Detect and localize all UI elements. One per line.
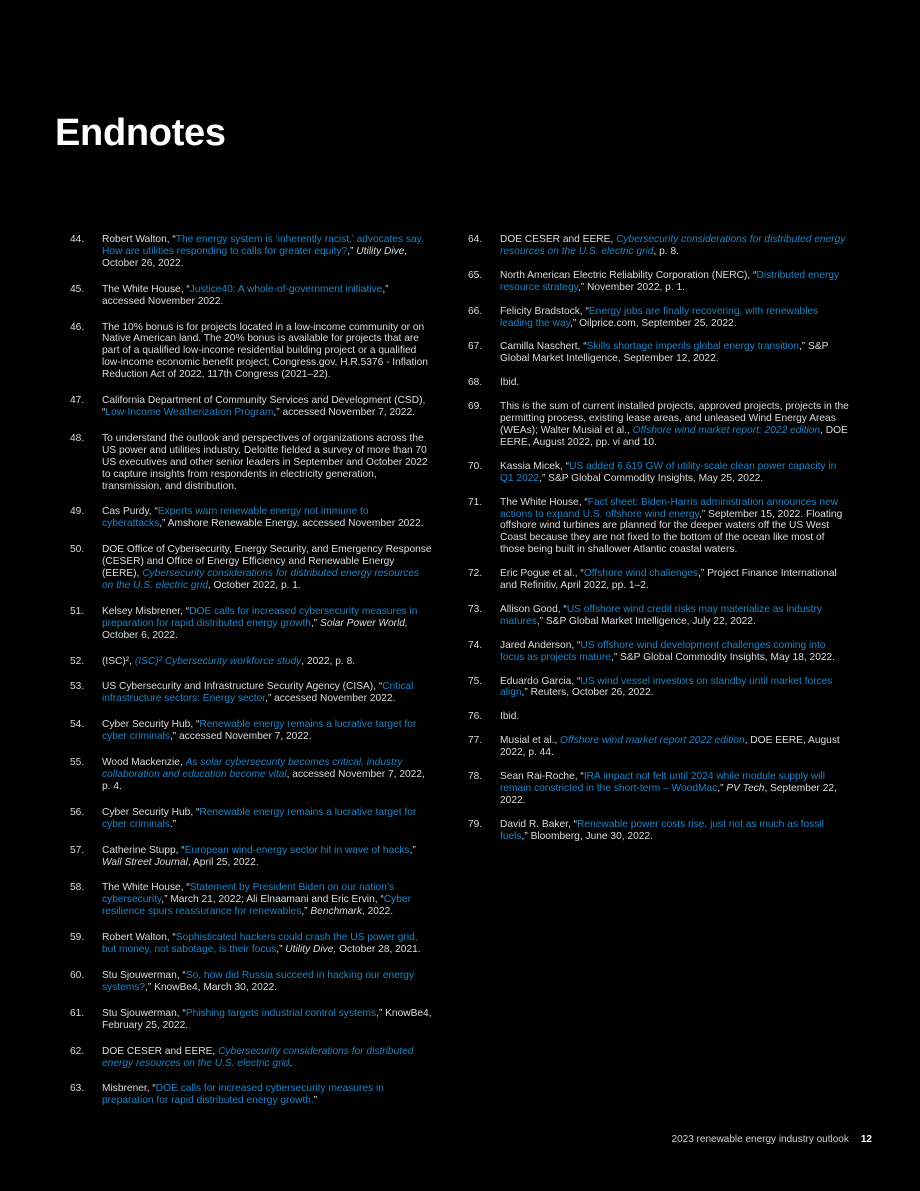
citation-text: ,” (409, 844, 416, 856)
endnote-number: 46. (70, 321, 85, 333)
endnote-item (70, 932, 432, 956)
citation-text: , October 2022, p. 1. (207, 579, 301, 591)
citation-text: DOE CESER and EERE, (500, 234, 617, 245)
page-number: 12 (860, 1134, 872, 1145)
endnote-text (500, 735, 850, 759)
citation-text: , April 25, 2022. (187, 856, 259, 868)
citation-text: Ibid. (500, 711, 520, 723)
citation-text: The White House, “ (102, 882, 190, 894)
endnote-item (468, 819, 850, 843)
page-title: Endnotes (55, 112, 226, 154)
endnote-number: 68. (468, 377, 483, 389)
citation-link[interactable]: Cybersecurity considerations for distributed energy resources on the U.S. electric grid (102, 568, 420, 591)
citation-text: PV Tech (726, 783, 765, 794)
citation-text: ,” Oilprice.com, September 25, 2022. (570, 317, 737, 329)
citation-link[interactable]: Critical infrastructure sectors: Energy sector (102, 681, 414, 705)
endnote-item (70, 433, 432, 493)
citation-link[interactable]: Renewable energy remains a lucrative target for cyber criminals (102, 806, 417, 830)
endnote-text (500, 497, 850, 557)
citation-text: ,” (717, 783, 727, 794)
citation-text: Kassia Micek, “ (500, 460, 570, 472)
endnote-text (102, 544, 432, 592)
endnote-number: 45. (70, 283, 85, 295)
citation-link[interactable]: Skills shortage imperils global energy transition (586, 341, 799, 353)
endnote-number: 44. (70, 234, 85, 245)
endnote-number: 51. (70, 605, 85, 617)
citation-link[interactable]: Offshore wind market report 2022 edition (560, 735, 745, 747)
endnote-item (468, 306, 850, 330)
citation-link[interactable]: Energy jobs are finally recovering, with renewables leading the way (500, 305, 819, 329)
citation-link[interactable]: US wind vessel investors on standby until market forces align (500, 675, 833, 699)
citation-text: DOE CESER and EERE, (102, 1045, 219, 1057)
endnote-text (102, 845, 432, 869)
citation-text: ,” S&P Global Market Intelligence, July 22, 2022. (536, 615, 756, 627)
citation-text: October 6, 2022. (102, 629, 178, 641)
endnote-item (70, 322, 432, 382)
endnote-number: 57. (70, 844, 85, 856)
endnote-text (102, 882, 432, 918)
endnote-text (102, 284, 432, 308)
endnote-number: 73. (468, 603, 483, 615)
citation-link[interactable]: European wind-energy sector hit in wave of hacks (184, 844, 410, 856)
citation-text: .” (169, 818, 177, 830)
endnote-item (468, 497, 850, 557)
citation-text: , accessed November 7, 2022, p. 4. (102, 769, 425, 792)
endnote-item (70, 719, 432, 743)
citation-text: Eric Pogue et al., “ (500, 568, 584, 580)
citation-text: Ibid. (500, 377, 520, 389)
endnote-item (468, 771, 850, 807)
citation-text: ,” KnowBe4, March 30, 2022. (145, 981, 277, 993)
endnote-number: 61. (70, 1007, 85, 1019)
citation-link[interactable]: Experts warn renewable energy not immune to cyberattacks (102, 506, 369, 530)
citation-text: Kelsey Misbrener, “ (102, 605, 190, 617)
citation-text: California Department of Community Services and Development (CSD), “ (102, 395, 426, 418)
endnote-item (70, 1008, 432, 1032)
citation-link[interactable]: Phishing targets industrial control systems (185, 1007, 377, 1019)
endnote-item (468, 640, 850, 664)
citation-text: ,” March 21, 2022; Ali Elnaamani and Eric Ervin, “ (161, 894, 384, 906)
citation-text: Benchmark (310, 906, 362, 918)
citation-text: ,” accessed November 7, 2022. (273, 406, 415, 418)
endnote-text (102, 433, 432, 493)
endnote-item (70, 284, 432, 308)
endnote-item (70, 845, 432, 869)
citation-text: Solar Power World, (320, 617, 408, 629)
citation-link[interactable]: The energy system is ‘inherently racist,’ advocates say. How are utilities responding to calls for greater equity? (102, 234, 424, 257)
citation-text: Allison Good, “ (500, 603, 567, 615)
citation-link[interactable]: Distributed energy resource strategy (500, 269, 840, 293)
endnote-number: 63. (70, 1083, 85, 1095)
citation-text: ,” S&P Global Commodity Insights, May 25, 2022. (539, 472, 764, 484)
citation-text: ,” KnowBe4, February 25, 2022. (102, 1007, 432, 1031)
citation-text: ,” Bloomberg, June 30, 2022. (521, 830, 653, 842)
endnote-item (468, 735, 850, 759)
citation-text: ,” September 15, 2022. Floating offshore wind turbines are planned for the deeper waters off the US West Coast because they are not fixed to the bottom of the ocean like most of those being built in shallower Atlantic coastal waters. (500, 508, 843, 556)
endnote-item (70, 882, 432, 918)
endnote-number: 56. (70, 806, 85, 818)
endnote-number: 78. (468, 771, 483, 783)
endnote-item (468, 270, 850, 294)
citation-text: Jared Anderson, “ (500, 639, 581, 651)
endnote-text (102, 970, 432, 994)
endnote-text (500, 401, 850, 449)
endnote-number: 59. (70, 932, 85, 944)
citation-text: ,” accessed November 2022. (102, 283, 389, 307)
endnote-text (102, 807, 432, 831)
endnote-item (468, 461, 850, 485)
endnote-text (102, 1083, 432, 1107)
endnote-item (468, 676, 850, 700)
citation-text: ,” Amshore Renewable Energy, accessed November 2022. (159, 518, 424, 530)
endnote-item (70, 544, 432, 592)
citation-text: ,” (310, 617, 321, 629)
endnote-number: 60. (70, 969, 85, 981)
endnote-item (70, 970, 432, 994)
endnote-number: 50. (70, 544, 85, 556)
citation-text: Stu Sjouwerman, “ (102, 969, 186, 981)
endnote-number: 69. (468, 401, 483, 413)
citation-link[interactable]: DOE calls for increased cybersecurity measures in preparation for rapid distributed energy growth. (102, 1083, 384, 1107)
endnote-number: 75. (468, 675, 483, 687)
citation-text: The White House, “ (500, 496, 588, 508)
endnote-item (70, 395, 432, 419)
citation-text: Catherine Stupp, “ (102, 844, 185, 856)
citation-text: ,” accessed November 2022. (265, 693, 396, 705)
endnote-text (500, 604, 850, 628)
endnote-item (468, 341, 850, 365)
endnote-number: 54. (70, 719, 85, 731)
endnote-text (102, 506, 432, 530)
endnote-number: 74. (468, 639, 483, 651)
endnote-text (500, 676, 850, 700)
citation-text: Sean Rai-Roche, “ (500, 771, 584, 783)
endnote-number: 48. (70, 432, 85, 444)
citation-text: , 2022. (361, 906, 394, 918)
endnote-number: 67. (468, 341, 483, 353)
citation-text: Utility Dive, (285, 944, 337, 956)
endnote-item (70, 681, 432, 705)
citation-text: Wood Mackenzie, (102, 757, 186, 769)
citation-link[interactable]: Cyber resilience spurs reassurance for renewables (102, 894, 411, 918)
citation-text: To understand the outlook and perspectives of organizations across the US power and utilities industry, Deloitte fielded a survey of more than 70 US executives and other senior leaders in September and October 2022 to capture insights from respondents in electricity generation, transmission, and distribution. (102, 432, 428, 492)
endnote-text (500, 270, 850, 294)
endnote-text (102, 395, 432, 419)
citation-text: David R. Baker, “ (500, 818, 577, 830)
citation-text: Camilla Naschert, “ (500, 341, 587, 353)
endnote-text (102, 656, 432, 668)
citation-text: Robert Walton, “ (102, 234, 176, 245)
endnote-number: 58. (70, 882, 85, 894)
citation-text: North American Electric Reliability Corporation (NERC), “ (500, 269, 757, 281)
endnote-item (468, 377, 850, 389)
citation-text: US Cybersecurity and Infrastructure Security Agency (CISA), “ (102, 681, 383, 693)
endnote-number: 72. (468, 568, 483, 580)
endnote-text (102, 681, 432, 705)
citation-link[interactable]: Sophisticated hackers could crash the US power grid, but money, not sabotage, is their focus (102, 932, 418, 956)
endnote-number: 53. (70, 681, 85, 693)
citation-link[interactable]: Statement by President Biden on our nation’s cybersecurity (102, 882, 395, 906)
endnote-number: 77. (468, 735, 483, 747)
endnote-number: 70. (468, 460, 483, 472)
citation-text: ,” November 2022, p. 1. (577, 281, 685, 293)
endnote-text (500, 306, 850, 330)
endnotes-column-right (468, 234, 850, 843)
citation-text: ,” (347, 245, 357, 257)
endnote-item (468, 604, 850, 628)
citation-text: The White House, “ (102, 283, 190, 295)
endnote-item (70, 1083, 432, 1107)
endnote-number: 71. (468, 496, 483, 508)
endnote-text (102, 757, 432, 793)
citation-link[interactable]: Offshore wind challenges (583, 568, 699, 580)
endnote-text (102, 322, 432, 382)
citation-text: , DOE EERE, August 2022, p. 44. (500, 735, 840, 759)
endnote-text (102, 234, 432, 270)
endnote-text (500, 640, 850, 664)
endnote-number: 62. (70, 1045, 85, 1057)
citation-link[interactable]: Renewable energy remains a lucrative target for cyber criminals (102, 719, 417, 743)
citation-link[interactable]: (ISC)² Cybersecurity workforce study (134, 655, 302, 667)
endnote-item (70, 1046, 432, 1070)
endnote-text (500, 771, 850, 807)
citation-text: Eduardo Garcia, “ (500, 675, 581, 687)
citation-link[interactable]: US added 6.619 GW of utility-scale clean power capacity in Q1 2022 (500, 460, 837, 484)
citation-text: , 2022, p. 8. (301, 655, 356, 667)
citation-text: This is the sum of current installed projects, approved projects, projects in the permitting process, existing lease areas, and unleased Wind Energy Areas (WEAs); Walter Musial et al., (500, 401, 849, 436)
citation-text: October 28, 2021. (336, 944, 421, 956)
citation-text: Misbrener, “ (102, 1083, 156, 1095)
endnote-text (500, 568, 850, 592)
citation-link[interactable]: Cybersecurity considerations for distributed energy resources on the U.S. electric grid (102, 1045, 414, 1069)
citation-link[interactable]: Justice40: A whole-of-government initiative (189, 283, 383, 295)
endnote-item (70, 506, 432, 530)
citation-link[interactable]: So, how did Russia succeed in hacking our energy systems? (102, 969, 415, 993)
citation-link[interactable]: Renewable power costs rise, just not as much as fossil fuels (500, 818, 824, 842)
endnote-text (102, 1046, 432, 1070)
endnote-text (500, 819, 850, 843)
citation-text: Felicity Bradstock, “ (500, 305, 589, 317)
citation-text: Stu Sjouwerman, “ (102, 1007, 186, 1019)
citation-text: , p. 8. (653, 245, 679, 257)
citation-text: Utility Dive, (356, 245, 408, 257)
citation-text: October 26, 2022. (102, 257, 184, 269)
citation-text: Cyber Security Hub, “ (102, 806, 200, 818)
page-footer (672, 1134, 872, 1145)
citation-link[interactable]: As solar cybersecurity becomes critical, industry collaboration and education become vital (102, 757, 403, 780)
endnote-item (70, 656, 432, 668)
citation-text: DOE Office of Cybersecurity, Energy Security, and Emergency Response (CESER) and Office of Energy Efficiency and Renewable Energy (EERE), (102, 544, 432, 580)
endnote-text (500, 377, 850, 389)
endnote-text (500, 234, 850, 258)
citation-text: The 10% bonus is for projects located in a low-income community or on Native American land. The 20% bonus is available for projects that are part of a qualified low-income residential building project or a qualified low-income economic benefit project; Congress.gov, H.R.5376 - Inflation Reduction Act of 2022, 117th Congress (2021–22). (102, 321, 428, 381)
citation-text: . (289, 1057, 293, 1069)
endnote-number: 52. (70, 655, 85, 667)
endnote-text (500, 341, 850, 365)
citation-text: ,” Reuters, October 26, 2022. (521, 687, 654, 699)
endnote-text (500, 461, 850, 485)
endnote-item (70, 234, 432, 270)
citation-text: Cas Purdy, “ (102, 506, 158, 518)
citation-text: ” (313, 1095, 318, 1107)
endnote-number: 76. (468, 711, 483, 723)
endnote-text (102, 606, 432, 642)
citation-text: , September 22, 2022. (500, 783, 837, 806)
citation-text: Cyber Security Hub, “ (102, 719, 200, 731)
endnote-number: 47. (70, 395, 85, 407)
endnote-text (102, 719, 432, 743)
footer-text: 2023 renewable energy industry outlook (671, 1134, 849, 1145)
citation-text: ,” S&P Global Commodity Insights, May 18, 2022. (610, 651, 836, 663)
endnote-item (468, 711, 850, 723)
citation-link[interactable]: Fact sheet: Biden-Harris administration announces new actions to expand U.S. offshore wind energy (500, 496, 839, 520)
citation-text: , DOE EERE, August 2022, pp. vi and 10. (500, 424, 848, 448)
endnote-item (468, 234, 850, 258)
citation-text: Musial et al., (500, 735, 561, 747)
citation-link[interactable]: Offshore wind market report: 2022 edition (632, 424, 821, 436)
endnote-number: 49. (70, 506, 85, 518)
citation-text: ,” (301, 906, 311, 918)
citation-text: ,” S&P Global Market Intelligence, September 12, 2022. (500, 341, 829, 365)
citation-link[interactable]: US offshore wind development challenges coming into focus as projects mature (500, 639, 826, 663)
citation-text: Wall Street Journal (102, 856, 188, 868)
citation-text: ,” accessed November 7, 2022. (169, 731, 312, 743)
endnote-item (468, 568, 850, 592)
citation-text: ,” (276, 944, 286, 956)
endnotes-column-left (70, 234, 432, 1107)
endnote-number: 64. (468, 234, 483, 245)
endnote-text (102, 932, 432, 956)
citation-text: (ISC)², (102, 655, 135, 667)
citation-text: Robert Walton, “ (102, 932, 176, 944)
endnote-item (70, 807, 432, 831)
endnote-text (500, 711, 850, 723)
endnote-number: 65. (468, 269, 483, 281)
citation-text: ,” Project Finance International and Refinitiv, April 2022, pp. 1–2. (500, 568, 837, 592)
endnote-number: 66. (468, 305, 483, 317)
endnote-item (70, 606, 432, 642)
endnote-item (70, 757, 432, 793)
citation-link[interactable]: US offshore wind credit risks may materialize as industry matures (500, 603, 822, 627)
endnote-number: 55. (70, 757, 85, 769)
endnote-item (468, 401, 850, 449)
endnote-text (102, 1008, 432, 1032)
citation-link[interactable]: DOE calls for increased cybersecurity measures in preparation for rapid distributed energy growth (102, 605, 418, 629)
citation-link[interactable]: IRA impact not felt until 2024 while module supply will remain constricted in the short-term – WoodMac (500, 771, 826, 794)
citation-link[interactable]: Cybersecurity considerations for distributed energy resources on the U.S. electric grid (500, 234, 846, 257)
endnote-number: 79. (468, 818, 483, 830)
citation-link[interactable]: Low-Income Weatherization Program (105, 406, 274, 418)
